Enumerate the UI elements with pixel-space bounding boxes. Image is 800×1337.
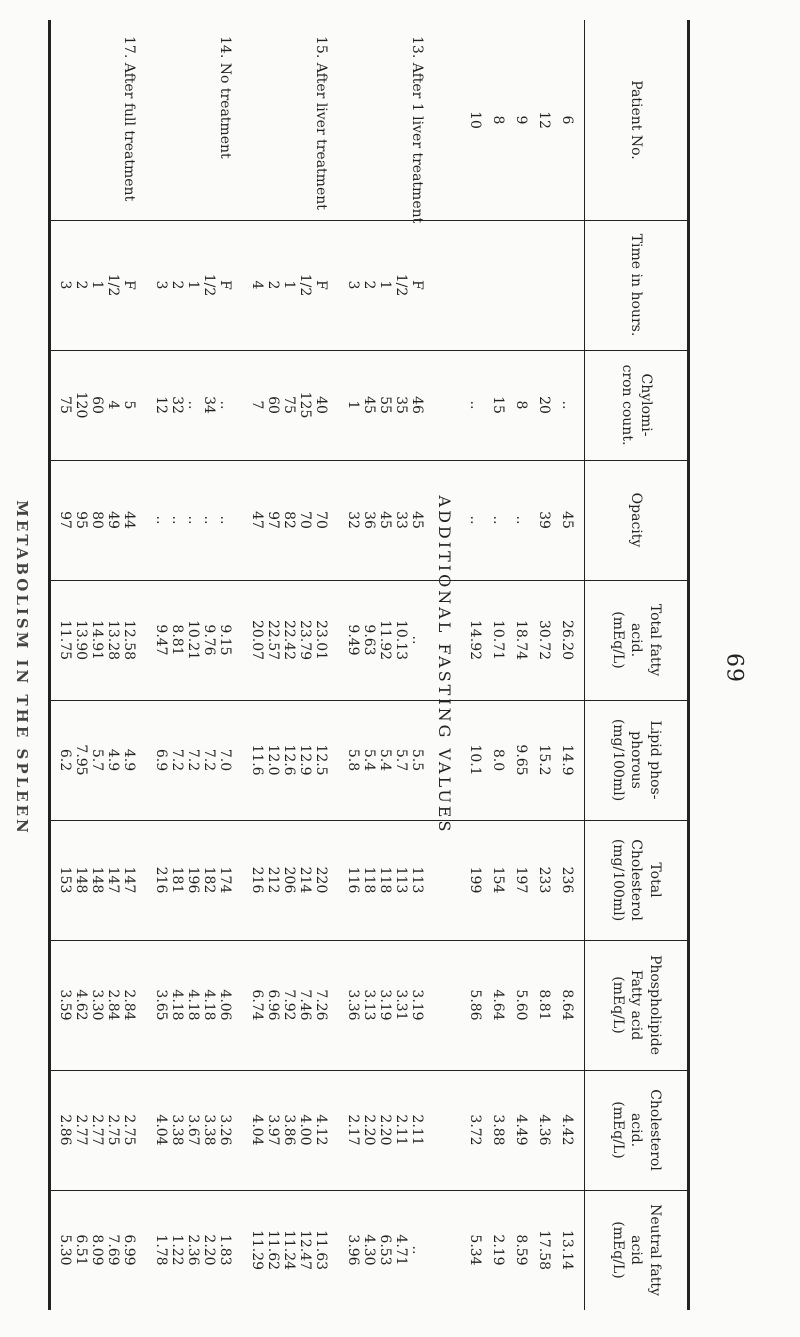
cell-chylo: 5 <box>121 400 137 410</box>
cell-chylo: 45 <box>361 396 377 414</box>
cell-lipid: 4.9 <box>121 748 137 772</box>
cell-time: 2 <box>265 280 281 290</box>
cell-opacity: 33 <box>393 511 409 529</box>
cell-total: 212 <box>265 866 281 894</box>
cell-chylo: 75 <box>281 396 297 414</box>
header-total <box>585 820 687 940</box>
cell-tfa: 11.92 <box>377 619 393 661</box>
cell-chylo: 34 <box>201 396 217 414</box>
header-line: acid. <box>628 1112 645 1148</box>
cell-neutral: 8.09 <box>89 1234 105 1266</box>
header-line: Opacity <box>628 492 645 548</box>
header-phos <box>585 940 687 1070</box>
cell-lipid: 7.2 <box>169 748 185 772</box>
cell-phos: 3.59 <box>57 989 73 1021</box>
cell-total: 147 <box>121 866 137 894</box>
cell-total: 197 <box>513 866 529 894</box>
cell-tfa: 10.71 <box>490 619 506 661</box>
header-lipid <box>585 700 687 820</box>
cell-lipid: 5.7 <box>89 748 105 772</box>
cell-time: 1/2 <box>393 273 409 297</box>
cell-neutral: 11.24 <box>281 1229 297 1271</box>
cell-chol: 4.49 <box>513 1114 529 1146</box>
running-head: METABOLISM IN THE SPLEEN <box>13 500 31 836</box>
cell-total: 116 <box>345 866 361 894</box>
header-line: (mEq/L) <box>609 976 626 1034</box>
cell-lipid: 12.0 <box>265 744 281 776</box>
cell-total: 174 <box>217 866 233 894</box>
cell-neutral: 11.62 <box>265 1229 281 1271</box>
cell-neutral: 2.20 <box>201 1234 217 1266</box>
cell-total: 113 <box>393 866 409 894</box>
cell-lipid: 14.9 <box>559 744 575 776</box>
cell-phos: 6.74 <box>249 989 265 1021</box>
cell-phos: 3.31 <box>393 989 409 1021</box>
cell-tfa: 9.76 <box>201 624 217 656</box>
cell-tfa: 18.74 <box>513 619 529 661</box>
cell-chylo: 46 <box>409 396 425 414</box>
header-line: Fatty acid <box>628 969 645 1041</box>
cell-chol: 2.20 <box>361 1114 377 1146</box>
cell-tfa: 14.91 <box>89 619 105 661</box>
cell-patient: 12 <box>536 111 552 129</box>
cell-total: 199 <box>467 866 483 894</box>
cell-total: 148 <box>73 866 89 894</box>
cell-tfa: 23.79 <box>297 619 313 661</box>
page-number: 69 <box>721 653 747 683</box>
header-line: Phospholipide <box>647 954 664 1056</box>
cell-opacity: .. <box>513 515 529 525</box>
cell-total: 236 <box>559 866 575 894</box>
cell-chylo: 20 <box>536 396 552 414</box>
cell-opacity: .. <box>185 515 201 525</box>
cell-chol: 3.67 <box>185 1114 201 1146</box>
cell-total: 216 <box>153 866 169 894</box>
cell-neutral: 1.83 <box>217 1234 233 1266</box>
cell-opacity: 82 <box>281 511 297 529</box>
cell-chol: 2.77 <box>89 1114 105 1146</box>
cell-chylo: 32 <box>169 396 185 414</box>
cell-chylo: .. <box>467 400 483 410</box>
cell-neutral: 2.36 <box>185 1234 201 1266</box>
cell-chol: 3.38 <box>201 1114 217 1146</box>
cell-opacity: 39 <box>536 511 552 529</box>
cell-chol: 2.20 <box>377 1114 393 1146</box>
cell-opacity: .. <box>169 515 185 525</box>
cell-time: F <box>217 280 233 290</box>
cell-phos: 3.65 <box>153 989 169 1021</box>
cell-tfa: 8.81 <box>169 624 185 656</box>
cell-tfa: 9.63 <box>361 624 377 656</box>
cell-tfa: 20.07 <box>249 619 265 661</box>
cell-phos: 4.06 <box>217 989 233 1021</box>
cell-chol: 2.77 <box>73 1114 89 1146</box>
cell-lipid: 6.9 <box>153 748 169 772</box>
cell-time: F <box>409 280 425 290</box>
cell-phos: 7.92 <box>281 989 297 1021</box>
cell-time: 2 <box>73 280 89 290</box>
cell-chol: 3.38 <box>169 1114 185 1146</box>
cell-neutral: 8.59 <box>513 1234 529 1266</box>
cell-total: 113 <box>409 866 425 894</box>
cell-chylo: 60 <box>89 396 105 414</box>
cell-neutral: 6.53 <box>377 1234 393 1266</box>
cell-chylo: 1 <box>345 400 361 410</box>
cell-chylo: 8 <box>513 400 529 410</box>
cell-total: 118 <box>377 866 393 894</box>
cell-tfa: 26.20 <box>559 619 575 661</box>
cell-phos: 2.84 <box>105 989 121 1021</box>
cell-patient: 10 <box>467 111 483 129</box>
additional-values-title: ADDITIONAL FASTING VALUES <box>435 495 454 835</box>
cell-lipid: 12.6 <box>281 744 297 776</box>
cell-patient: 9 <box>513 115 529 125</box>
cell-time: 4 <box>249 280 265 290</box>
cell-opacity: .. <box>217 515 233 525</box>
cell-total: 196 <box>185 866 201 894</box>
cell-total: 118 <box>361 866 377 894</box>
header-tfa <box>585 580 687 700</box>
cell-chol: 4.42 <box>559 1114 575 1146</box>
cell-chylo: 12 <box>153 396 169 414</box>
cell-neutral: 1.22 <box>169 1234 185 1266</box>
cell-chylo: 60 <box>265 396 281 414</box>
cell-time: F <box>121 280 137 290</box>
cell-time: 1/2 <box>105 273 121 297</box>
cell-total: 233 <box>536 866 552 894</box>
cell-chylo: .. <box>217 400 233 410</box>
cell-neutral: 13.14 <box>559 1229 575 1271</box>
cell-chol: 2.11 <box>409 1114 425 1146</box>
cell-lipid: 12.5 <box>313 744 329 776</box>
cell-total: 214 <box>297 866 313 894</box>
cell-neutral: 7.69 <box>105 1234 121 1266</box>
cell-phos: 4.64 <box>490 989 506 1021</box>
cell-opacity: 70 <box>313 511 329 529</box>
cell-lipid: 15.2 <box>536 744 552 776</box>
cell-tfa: 22.57 <box>265 619 281 661</box>
cell-opacity: 95 <box>73 511 89 529</box>
cell-opacity: 97 <box>57 511 73 529</box>
cell-neutral: 3.96 <box>345 1234 361 1266</box>
cell-total: 220 <box>313 866 329 894</box>
cell-time: 3 <box>57 280 73 290</box>
cell-patient: 6 <box>559 115 575 125</box>
cell-chol: 4.04 <box>153 1114 169 1146</box>
cell-chol: 4.12 <box>313 1114 329 1146</box>
cell-chol: 2.75 <box>121 1114 137 1146</box>
cell-chol: 2.75 <box>105 1114 121 1146</box>
cell-chylo: .. <box>185 400 201 410</box>
header-line: Chylomi- <box>637 373 654 437</box>
header-opacity <box>585 460 687 580</box>
cell-time: 1 <box>281 280 297 290</box>
cell-tfa: 23.01 <box>313 619 329 661</box>
header-line: phorous <box>628 731 645 789</box>
cell-phos: 7.26 <box>313 989 329 1021</box>
cell-chylo: 15 <box>490 396 506 414</box>
cell-chol: 3.72 <box>467 1114 483 1146</box>
cell-phos: 4.62 <box>73 989 89 1021</box>
cell-total: 206 <box>281 866 297 894</box>
cell-lipid: 5.5 <box>409 748 425 772</box>
cell-tfa: 30.72 <box>536 619 552 661</box>
cell-lipid: 5.4 <box>361 748 377 772</box>
cell-chol: 2.11 <box>393 1114 409 1146</box>
header-neutral <box>585 1190 687 1310</box>
cell-opacity: 49 <box>105 511 121 529</box>
cell-opacity: .. <box>467 515 483 525</box>
cell-neutral: 11.29 <box>249 1229 265 1271</box>
cell-time: 1 <box>377 280 393 290</box>
cell-chylo: 40 <box>313 396 329 414</box>
cell-neutral: 11.63 <box>313 1229 329 1271</box>
header-patient <box>585 20 687 220</box>
cell-chylo: 7 <box>249 400 265 410</box>
cell-opacity: 45 <box>559 511 575 529</box>
cell-tfa: 10.13 <box>393 619 409 661</box>
cell-opacity: 80 <box>89 511 105 529</box>
cell-chol: 3.26 <box>217 1114 233 1146</box>
cell-chylo: 125 <box>297 391 313 419</box>
cell-lipid: 8.0 <box>490 748 506 772</box>
cell-phos: 4.18 <box>169 989 185 1021</box>
cell-time: 1/2 <box>297 273 313 297</box>
header-chol <box>585 1070 687 1190</box>
cell-neutral: 6.99 <box>121 1234 137 1266</box>
cell-phos: 3.30 <box>89 989 105 1021</box>
cell-neutral: 6.51 <box>73 1234 89 1266</box>
cell-opacity: 45 <box>377 511 393 529</box>
cell-lipid: 7.95 <box>73 744 89 776</box>
cell-lipid: 7.2 <box>185 748 201 772</box>
cell-chol: 2.17 <box>345 1114 361 1146</box>
cell-phos: 4.18 <box>185 989 201 1021</box>
cell-tfa: 14.92 <box>467 619 483 661</box>
header-line: Cholesterol <box>647 1089 664 1171</box>
cell-neutral: 1.78 <box>153 1234 169 1266</box>
cell-chol: 3.86 <box>281 1114 297 1146</box>
cell-phos: 2.84 <box>121 989 137 1021</box>
cell-neutral: 5.30 <box>57 1234 73 1266</box>
header-line: acid <box>628 1235 645 1265</box>
cell-time: 2 <box>169 280 185 290</box>
cell-chylo: 35 <box>393 396 409 414</box>
cell-total: 216 <box>249 866 265 894</box>
cell-chylo: 75 <box>57 396 73 414</box>
header-line: cron count. <box>619 364 635 446</box>
cell-opacity: 97 <box>265 511 281 529</box>
cell-phos: 5.86 <box>467 989 483 1021</box>
cell-opacity: .. <box>201 515 217 525</box>
cell-phos: 4.18 <box>201 989 217 1021</box>
cell-time: F <box>313 280 329 290</box>
cell-opacity: 70 <box>297 511 313 529</box>
cell-total: 147 <box>105 866 121 894</box>
cell-neutral: 12.47 <box>297 1229 313 1271</box>
cell-phos: 8.81 <box>536 989 552 1021</box>
cell-chylo: .. <box>559 400 575 410</box>
cell-chylo: 55 <box>377 396 393 414</box>
cell-tfa: .. <box>409 635 425 645</box>
cell-chol: 3.97 <box>265 1114 281 1146</box>
cell-lipid: 5.7 <box>393 748 409 772</box>
section-title: 15. After liver treatment <box>313 36 329 210</box>
cell-phos: 3.19 <box>409 989 425 1021</box>
table-header <box>584 20 687 1310</box>
header-time <box>585 220 687 350</box>
cell-time: 1 <box>185 280 201 290</box>
header-line: (mEq/L) <box>609 1101 626 1159</box>
cell-chol: 2.86 <box>57 1114 73 1146</box>
data-table <box>48 20 690 1310</box>
cell-opacity: .. <box>490 515 506 525</box>
cell-chol: 4.36 <box>536 1114 552 1146</box>
cell-neutral: .. <box>409 1245 425 1255</box>
cell-opacity: 47 <box>249 511 265 529</box>
cell-chylo: 4 <box>105 400 121 410</box>
cell-total: 181 <box>169 866 185 894</box>
cell-patient: 8 <box>490 115 506 125</box>
cell-phos: 3.36 <box>345 989 361 1021</box>
cell-tfa: 22.42 <box>281 619 297 661</box>
cell-opacity: 44 <box>121 511 137 529</box>
cell-chol: 4.04 <box>249 1114 265 1146</box>
header-line: acid. <box>628 622 645 658</box>
cell-total: 148 <box>89 866 105 894</box>
header-line: (mg/100ml) <box>609 718 626 802</box>
cell-lipid: 7.2 <box>201 748 217 772</box>
cell-time: 3 <box>153 280 169 290</box>
header-line: (mg/100ml) <box>609 838 626 922</box>
cell-phos: 8.64 <box>559 989 575 1021</box>
cell-neutral: 4.30 <box>361 1234 377 1266</box>
cell-lipid: 12.9 <box>297 744 313 776</box>
cell-time: 1/2 <box>201 273 217 297</box>
cell-tfa: 9.49 <box>345 624 361 656</box>
cell-opacity: 36 <box>361 511 377 529</box>
cell-chylo: 120 <box>73 391 89 419</box>
cell-tfa: 9.15 <box>217 624 233 656</box>
cell-tfa: 11.75 <box>57 619 73 661</box>
cell-lipid: 5.8 <box>345 748 361 772</box>
cell-opacity: 32 <box>345 511 361 529</box>
cell-tfa: 13.28 <box>105 619 121 661</box>
cell-tfa: 13.90 <box>73 619 89 661</box>
header-line: Lipid phos- <box>647 720 664 800</box>
header-line: (mEq/L) <box>609 1221 626 1279</box>
header-line: Total <box>647 862 664 898</box>
cell-time: 2 <box>361 280 377 290</box>
section-title: 13. After 1 liver treatment <box>409 36 425 224</box>
cell-total: 154 <box>490 866 506 894</box>
header-line: Cholesterol <box>628 839 645 921</box>
cell-phos: 3.19 <box>377 989 393 1021</box>
cell-neutral: 4.71 <box>393 1234 409 1266</box>
header-line: Neutral fatty <box>647 1204 664 1296</box>
cell-lipid: 11.6 <box>249 744 265 776</box>
cell-neutral: 2.19 <box>490 1234 506 1266</box>
cell-opacity: 45 <box>409 511 425 529</box>
header-line: Patient No. <box>628 80 645 160</box>
cell-neutral: 17.58 <box>536 1229 552 1271</box>
cell-opacity: .. <box>153 515 169 525</box>
cell-lipid: 9.65 <box>513 744 529 776</box>
cell-total: 153 <box>57 866 73 894</box>
cell-tfa: 9.47 <box>153 624 169 656</box>
cell-chol: 3.88 <box>490 1114 506 1146</box>
section-title: 14. No treatment <box>217 36 233 159</box>
cell-phos: 7.46 <box>297 989 313 1021</box>
cell-lipid: 7.0 <box>217 748 233 772</box>
header-chylo <box>585 350 687 460</box>
cell-chol: 4.00 <box>297 1114 313 1146</box>
cell-tfa: 10.21 <box>185 619 201 661</box>
cell-neutral: 5.34 <box>467 1234 483 1266</box>
section-title: 17. After full treatment <box>121 36 137 202</box>
rotated-table-wrapper <box>38 0 710 1337</box>
cell-total: 182 <box>201 866 217 894</box>
cell-time: 1 <box>89 280 105 290</box>
header-line: (mEq/L) <box>609 611 626 669</box>
cell-lipid: 4.9 <box>105 748 121 772</box>
cell-time: 3 <box>345 280 361 290</box>
header-line: Time in hours. <box>628 233 645 337</box>
cell-tfa: 12.58 <box>121 619 137 661</box>
cell-lipid: 6.2 <box>57 748 73 772</box>
cell-phos: 6.96 <box>265 989 281 1021</box>
cell-phos: 3.13 <box>361 989 377 1021</box>
cell-phos: 5.60 <box>513 989 529 1021</box>
cell-lipid: 10.1 <box>467 744 483 776</box>
cell-lipid: 5.4 <box>377 748 393 772</box>
header-line: Total fatty <box>647 603 664 677</box>
